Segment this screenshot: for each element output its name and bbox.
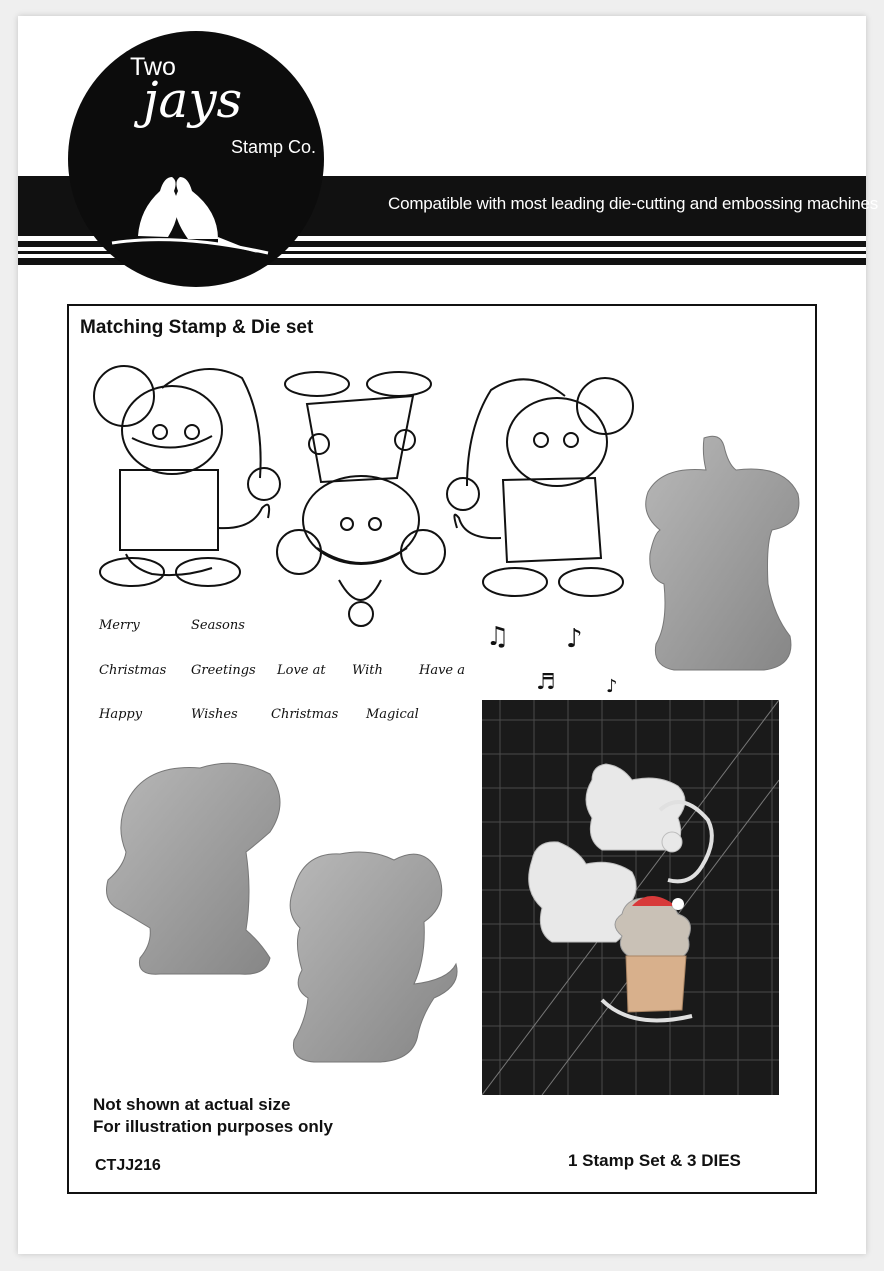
sentiment-word: Merry — [99, 618, 140, 633]
sentiment-word: Wishes — [191, 707, 238, 722]
birds-icon — [68, 31, 324, 287]
product-title: Matching Stamp & Die set — [80, 317, 314, 338]
sentiment-word: Christmas — [271, 707, 339, 722]
disclaimer-line-2: For illustration purposes only — [93, 1117, 333, 1136]
music-note-icon: ♬ — [536, 670, 556, 695]
cutting-mat-grid — [482, 700, 779, 1095]
sentiment-word: Magical — [366, 707, 419, 722]
sentiment-word: Love at — [277, 663, 326, 678]
sentiment-word: Happy — [99, 707, 143, 722]
sentiment-word: With — [352, 663, 383, 678]
brand-line-3: Stamp Co. — [231, 137, 317, 157]
mouse-die-top-right — [644, 434, 804, 674]
mouse-die-bottom-middle — [284, 848, 464, 1068]
sentiment-word: Christmas — [99, 663, 167, 678]
tagline: Compatible with most leading die-cutting and embossing machines — [388, 194, 879, 213]
sentiment-word: Have a — [419, 663, 466, 678]
mouse-stamp-left — [92, 358, 292, 598]
music-note-icon: ♫ — [486, 622, 510, 652]
music-note-icon: ♪ — [566, 624, 583, 654]
sentiment-word: Seasons — [191, 618, 245, 633]
music-note-icon: ♪ — [606, 676, 618, 697]
brand-logo — [68, 31, 324, 287]
mouse-stamp-middle — [277, 370, 457, 630]
brand-line-2: jays — [143, 71, 243, 129]
mouse-die-bottom-left — [100, 762, 290, 982]
package-contents: 1 Stamp Set & 3 DIES — [568, 1151, 741, 1170]
sentiment-word: Greetings — [191, 663, 256, 678]
product-code: CTJJ216 — [95, 1157, 161, 1174]
disclaimer — [93, 1094, 333, 1138]
mouse-stamp-right — [445, 368, 645, 608]
sample-photo — [482, 700, 779, 1095]
disclaimer-line-1: Not shown at actual size — [93, 1095, 291, 1114]
brand-line-1: Two — [130, 53, 176, 81]
